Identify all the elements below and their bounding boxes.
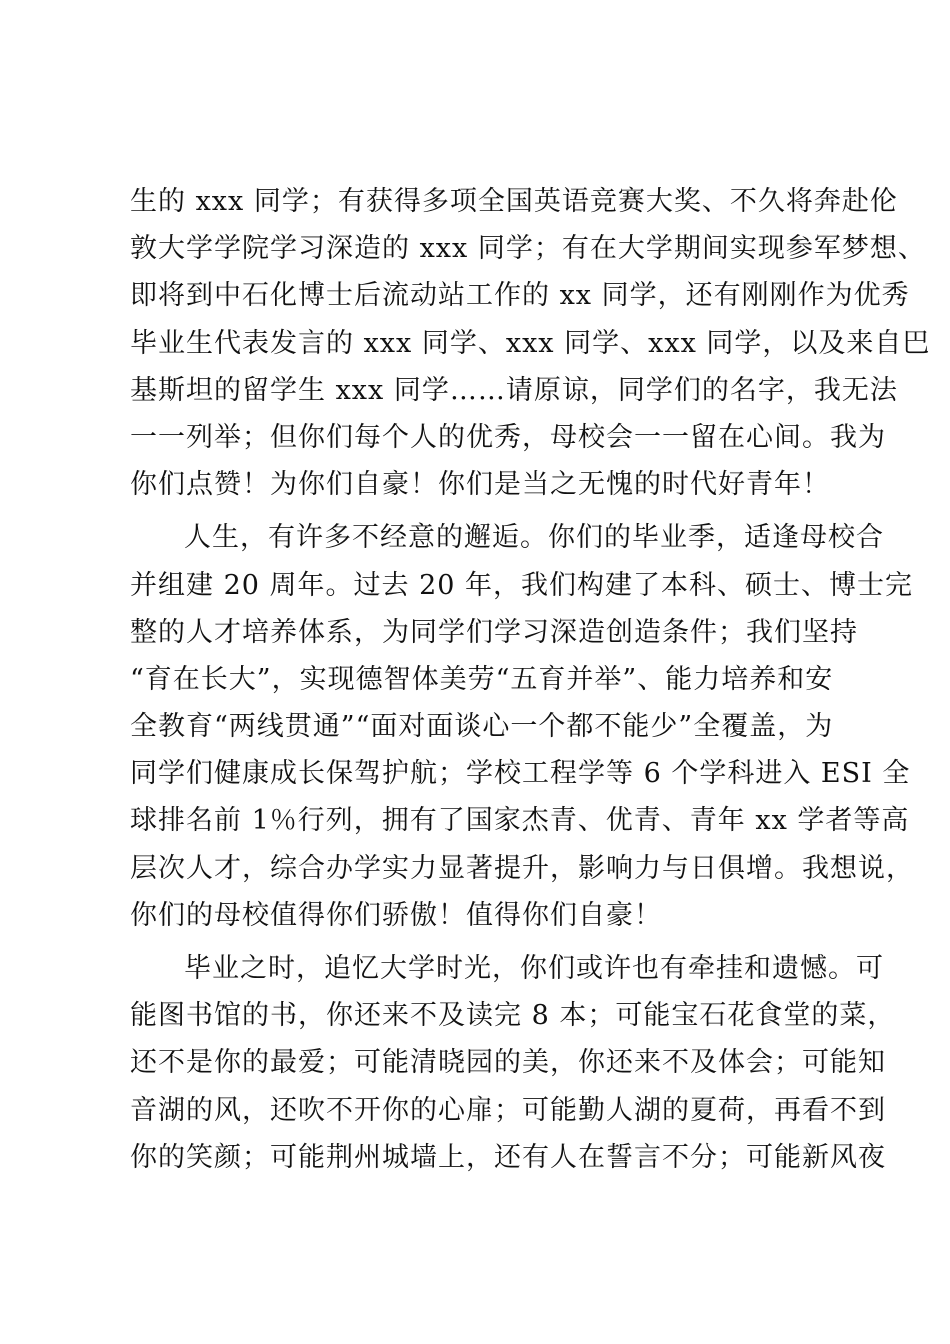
text-line: 球排名前 1％行列，拥有了国家杰青、优青、青年 xx 学者等高 bbox=[130, 805, 910, 837]
text-line: 音湖的风，还吹不开你的心扉；可能勤人湖的夏荷，再看不到 bbox=[130, 1094, 886, 1126]
text-line: 层次人才，综合办学实力显著提升，影响力与日俱增。我想说， bbox=[130, 852, 914, 884]
text-line: 毕业生代表发言的 xxx 同学、xxx 同学、xxx 同学，以及来自巴 bbox=[130, 327, 931, 359]
paragraph-start-line: 人生，有许多不经意的邂逅。你们的毕业季，适逢母校合 bbox=[184, 522, 884, 554]
text-line: 一一列举；但你们每个人的优秀，母校会一一留在心间。我为 bbox=[130, 421, 886, 453]
document-body bbox=[130, 178, 931, 1181]
text-line: 能图书馆的书，你还来不及读完 8 本；可能宝石花食堂的菜， bbox=[130, 1000, 896, 1032]
text-line: 你们点赞！为你们自豪！你们是当之无愧的时代好青年！ bbox=[130, 469, 830, 501]
paragraph-start-line: 毕业之时，追忆大学时光，你们或许也有牵挂和遗憾。可 bbox=[184, 953, 884, 984]
text-line: 即将到中石化博士后流动站工作的 xx 同学，还有刚刚作为优秀 bbox=[130, 280, 910, 312]
text-line: 全教育“两线贯通”“面对面谈心一个都不能少”全覆盖，为 bbox=[130, 711, 834, 743]
text-line: 还不是你的最爱；可能清晓园的美，你还来不及体会；可能知 bbox=[130, 1047, 886, 1079]
text-line: 你的笑颜；可能荆州城墙上，还有人在誓言不分；可能新风夜 bbox=[130, 1141, 886, 1173]
text-line: 生的 xxx 同学；有获得多项全国英语竞赛大奖、不久将奔赴伦 bbox=[130, 186, 898, 217]
text-line: 同学们健康成长保驾护航；学校工程学等 6 个学科进入 ESI 全 bbox=[130, 758, 911, 790]
text-line: 整的人才培养体系，为同学们学习深造创造条件；我们坚持 bbox=[130, 616, 858, 648]
text-line: 并组建 20 周年。过去 20 年，我们构建了本科、硕士、博士完 bbox=[130, 569, 914, 601]
text-line: 敦大学学院学习深造的 xxx 同学；有在大学期间实现参军梦想、 bbox=[130, 233, 926, 265]
text-line: 基斯坦的留学生 xxx 同学……请原谅，同学们的名字，我无法 bbox=[130, 374, 898, 406]
text-line: 你们的母校值得你们骄傲！值得你们自豪！ bbox=[130, 899, 662, 931]
text-line: “育在长大”，实现德智体美劳“五育并举”、能力培养和安 bbox=[130, 663, 834, 695]
